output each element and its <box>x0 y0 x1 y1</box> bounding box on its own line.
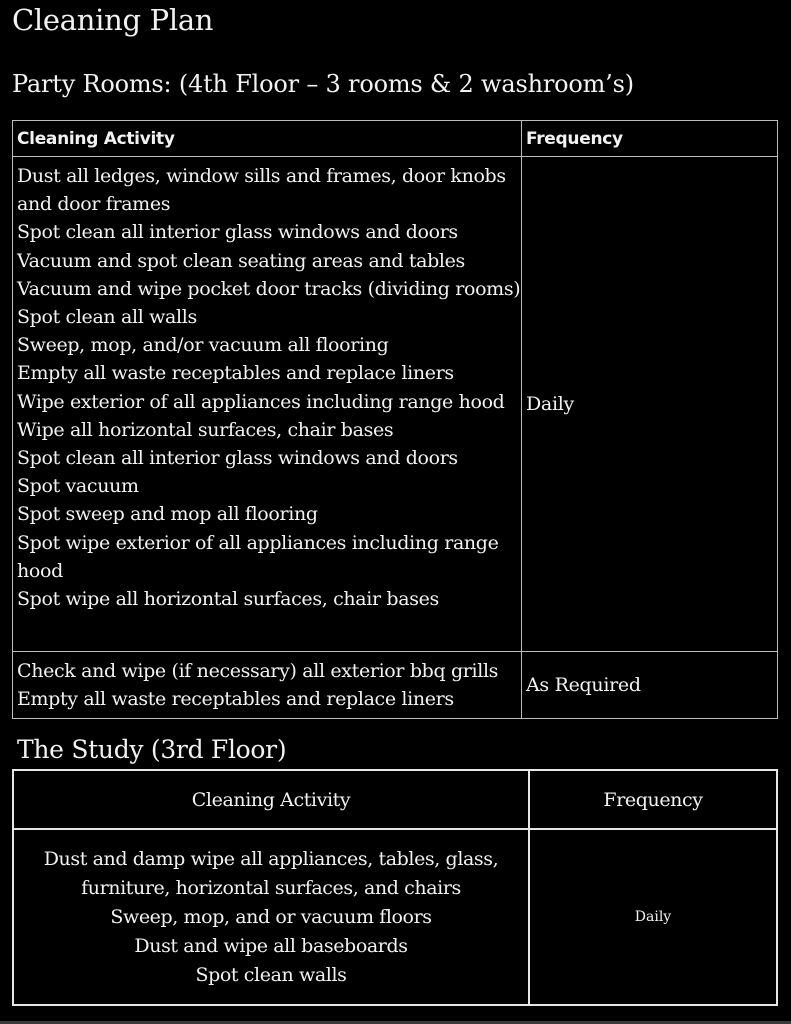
activity-line: Empty all waste receptables and replace liners <box>17 688 454 710</box>
activity-cell <box>13 652 522 719</box>
table-row <box>13 652 778 719</box>
header-frequency: Frequency <box>529 770 777 829</box>
activity-line: Spot wipe all horizontal surfaces, chair bases <box>17 588 439 611</box>
activity-line: Dust all ledges, window sills and frames, door knobs <box>17 165 506 187</box>
activity-line: Dust and damp wipe all appliances, tables, glass, <box>43 847 499 870</box>
activity-line: Spot clean walls <box>195 963 347 986</box>
activity-line: Dust and wipe all baseboards <box>134 934 408 957</box>
header-frequency: Frequency <box>522 121 778 157</box>
activity-line: hood <box>17 559 63 582</box>
table-row <box>13 157 778 652</box>
frequency-cell: As Required <box>522 652 778 719</box>
frequency-cell: Daily <box>529 829 777 1005</box>
party-rooms-table <box>12 120 778 719</box>
frequency-cell: Daily <box>522 157 778 652</box>
activity-line: Spot vacuum <box>17 475 139 498</box>
activity-line: Sweep, mop, and or vacuum floors <box>110 905 432 928</box>
activity-cell <box>13 157 522 652</box>
activity-line: Wipe exterior of all appliances including range hood <box>17 390 505 413</box>
section-heading-party-rooms: Party Rooms: (4th Floor – 3 rooms & 2 washroom’s) <box>12 70 634 98</box>
activity-line: Vacuum and wipe pocket door tracks (dividing rooms) <box>17 277 521 300</box>
activity-line: Vacuum and spot clean seating areas and tables <box>17 249 465 272</box>
activity-line: Spot clean all walls <box>17 306 197 329</box>
header-cleaning-activity: Cleaning Activity <box>13 121 522 157</box>
activity-line: Check and wipe (if necessary) all exterior bbq grills <box>17 659 499 682</box>
table-header-row <box>13 121 778 157</box>
activity-line: Spot wipe exterior of all appliances including range <box>17 531 499 554</box>
table-header-row <box>13 770 777 829</box>
activity-line: Spot clean all interior glass windows and doors <box>17 221 458 244</box>
activity-line: furniture, horizontal surfaces, and chairs <box>81 876 461 899</box>
activity-line: Empty all waste receptables and replace liners <box>17 362 454 385</box>
activity-line: Wipe all horizontal surfaces, chair bases <box>17 418 394 441</box>
table-row <box>13 829 777 1005</box>
activity-line: Spot sweep and mop all flooring <box>17 503 318 526</box>
activity-line: Spot clean all interior glass windows and doors <box>17 447 458 470</box>
section-heading-study: The Study (3rd Floor) <box>17 735 287 764</box>
activity-line: Sweep, mop, and/or vacuum all flooring <box>17 334 389 357</box>
study-table <box>12 769 778 1006</box>
activity-line: and door frames <box>17 193 171 216</box>
activity-cell <box>13 829 529 1005</box>
document-title: Cleaning Plan <box>12 3 214 37</box>
header-cleaning-activity: Cleaning Activity <box>13 770 529 829</box>
